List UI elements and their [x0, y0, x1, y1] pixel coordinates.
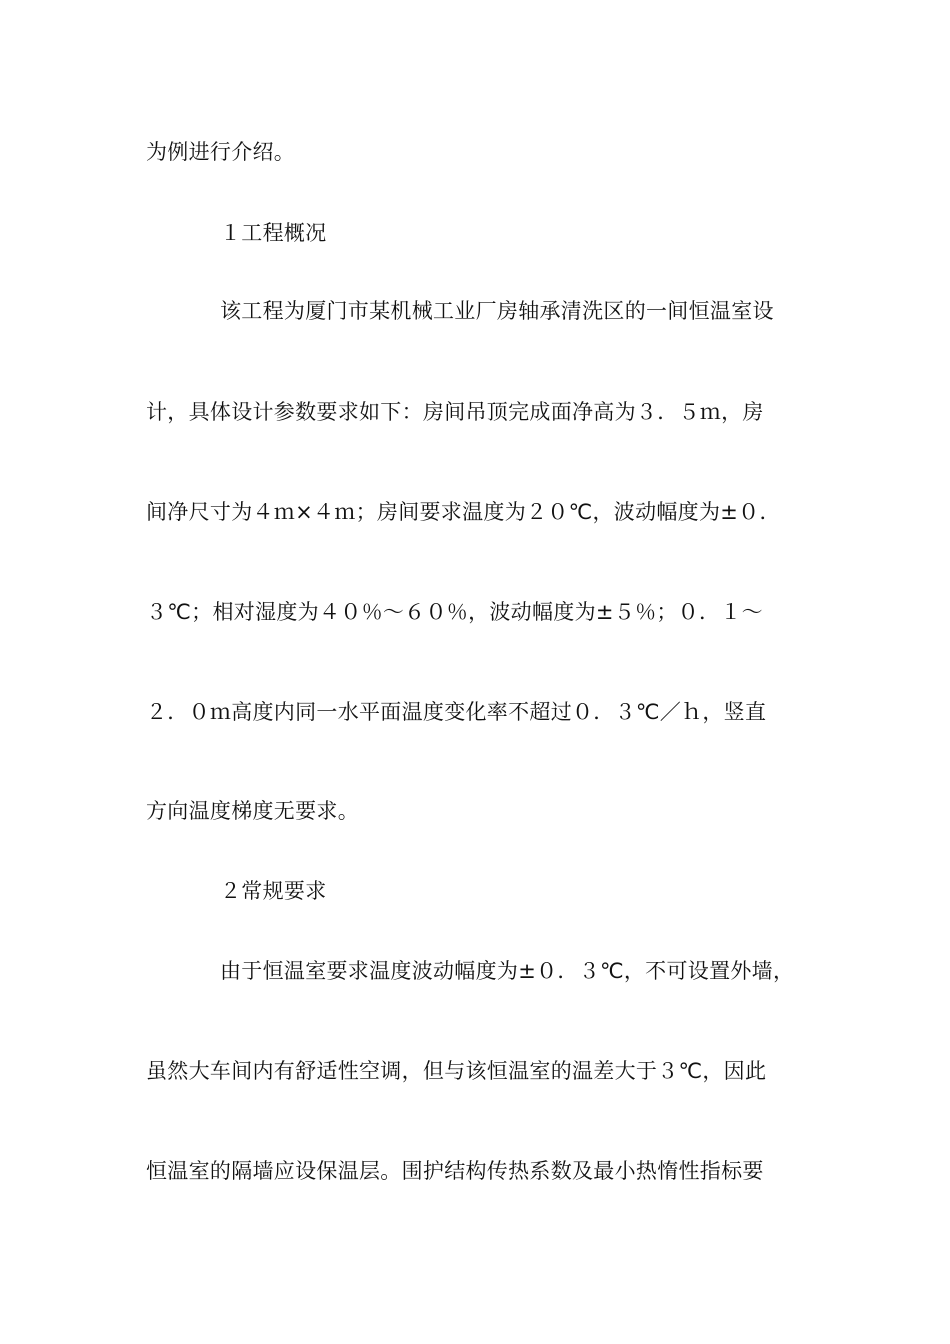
- text-line-5: 间净尺寸为４ｍ×４ｍ；房间要求温度为２０℃，波动幅度为±０．: [146, 500, 781, 524]
- text-line-1: 为例进行介绍。: [146, 140, 296, 164]
- text-line-6: ３℃；相对湿度为４０％～６０％，波动幅度为±５％；０．１～: [146, 600, 763, 624]
- section-heading-1: １工程概况: [220, 221, 327, 245]
- text-line-3: 该工程为厦门市某机械工业厂房轴承清洗区的一间恒温室设: [220, 299, 774, 323]
- section-heading-2: ２常规要求: [220, 879, 327, 903]
- text-line-8: 方向温度梯度无要求。: [146, 799, 359, 823]
- text-line-10: 由于恒温室要求温度波动幅度为±０．３℃，不可设置外墙，: [220, 959, 795, 983]
- text-line-7: ２．０ｍ高度内同一水平面温度变化率不超过０．３℃／ｈ，竖直: [146, 700, 767, 724]
- text-line-11: 虽然大车间内有舒适性空调，但与该恒温室的温差大于３℃，因此: [146, 1059, 767, 1083]
- text-line-12: 恒温室的隔墙应设保温层。围护结构传热系数及最小热惰性指标要: [146, 1159, 764, 1183]
- text-line-4: 计，具体设计参数要求如下：房间吊顶完成面净高为３．５ｍ，房: [146, 400, 764, 424]
